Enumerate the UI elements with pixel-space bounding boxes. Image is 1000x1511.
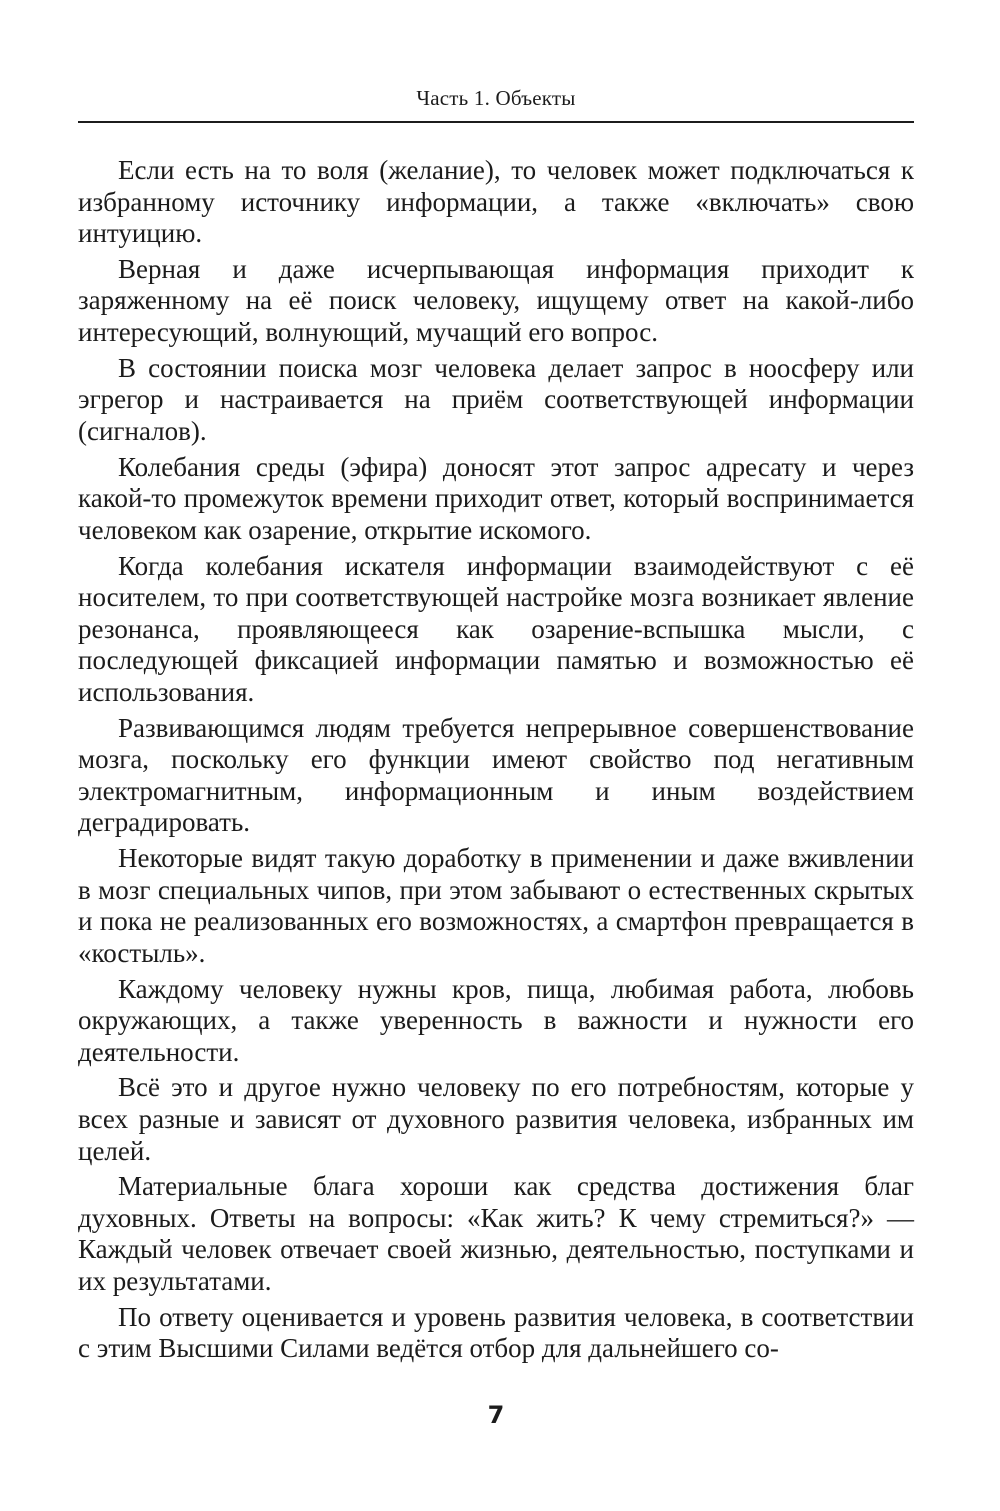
paragraph: Колебания среды (эфира) доносят этот запрос адресату и через какой-то промежуток времени приходит ответ, который воспринимается человеком как озарение, открытие искомого. [78,451,914,545]
paragraph: В состоянии поиска мозг человека делает запрос в ноосферу или эгрегор и настраивается на приём соответствующей информации (сигналов). [78,352,914,446]
paragraph: Если есть на то воля (желание), то человек может подключаться к избранному источнику информации, а также «включать» свою интуицию. [78,155,914,249]
paragraph: По ответу оценивается и уровень развития человека, в соответствии с этим Высшими Силами ведётся отбор для дальнейшего со- [78,1301,914,1364]
paragraph: Всё это и другое нужно человеку по его потребностям, которые у всех разные и зависят от духовного развития человека, избранных им целей. [78,1072,914,1166]
paragraph: Некоторые видят такую доработку в применении и даже вживлении в мозг специальных чипов, при этом забывают о естественных скрытых и пока не реализованных его возможностях, а смартфон превращается в «костыль». [78,843,914,968]
paragraph: Каждому человеку нужны кров, пища, любимая работа, любовь окружающих, а также уверенность в важности и нужности его деятельности. [78,973,914,1067]
header-rule [78,121,914,123]
body-text [78,155,914,1369]
paragraph: Когда колебания искателя информации взаимодействуют с её носителем, то при соответствующей настройке мозга возникает явление резонанса, проявляющееся как озарение-вспышка мысли, с последующей фиксацией информации памятью и возможностью её использования. [78,550,914,707]
running-head-title: Часть 1. Объекты [416,86,576,110]
paragraph: Верная и даже исчерпывающая информация приходит к заряженному на её поиск человеку, ищущему ответ на какой-либо интересующий, волнующий, мучащий его вопрос. [78,253,914,348]
paragraph: Материальные блага хороши как средства достижения благ духовных. Ответы на вопросы: «Как жить? К чему стремиться?» — Каждый человек отвечает своей жизнью, деятельностью, поступками и их результатами. [78,1171,914,1297]
paragraph: Развивающимся людям требуется непрерывное совершенствование мозга, поскольку его функции имеют свойство под негативным электромагнитным, информационным и иным воздействием деградировать. [78,712,914,838]
page-number: 7 [487,1401,505,1429]
